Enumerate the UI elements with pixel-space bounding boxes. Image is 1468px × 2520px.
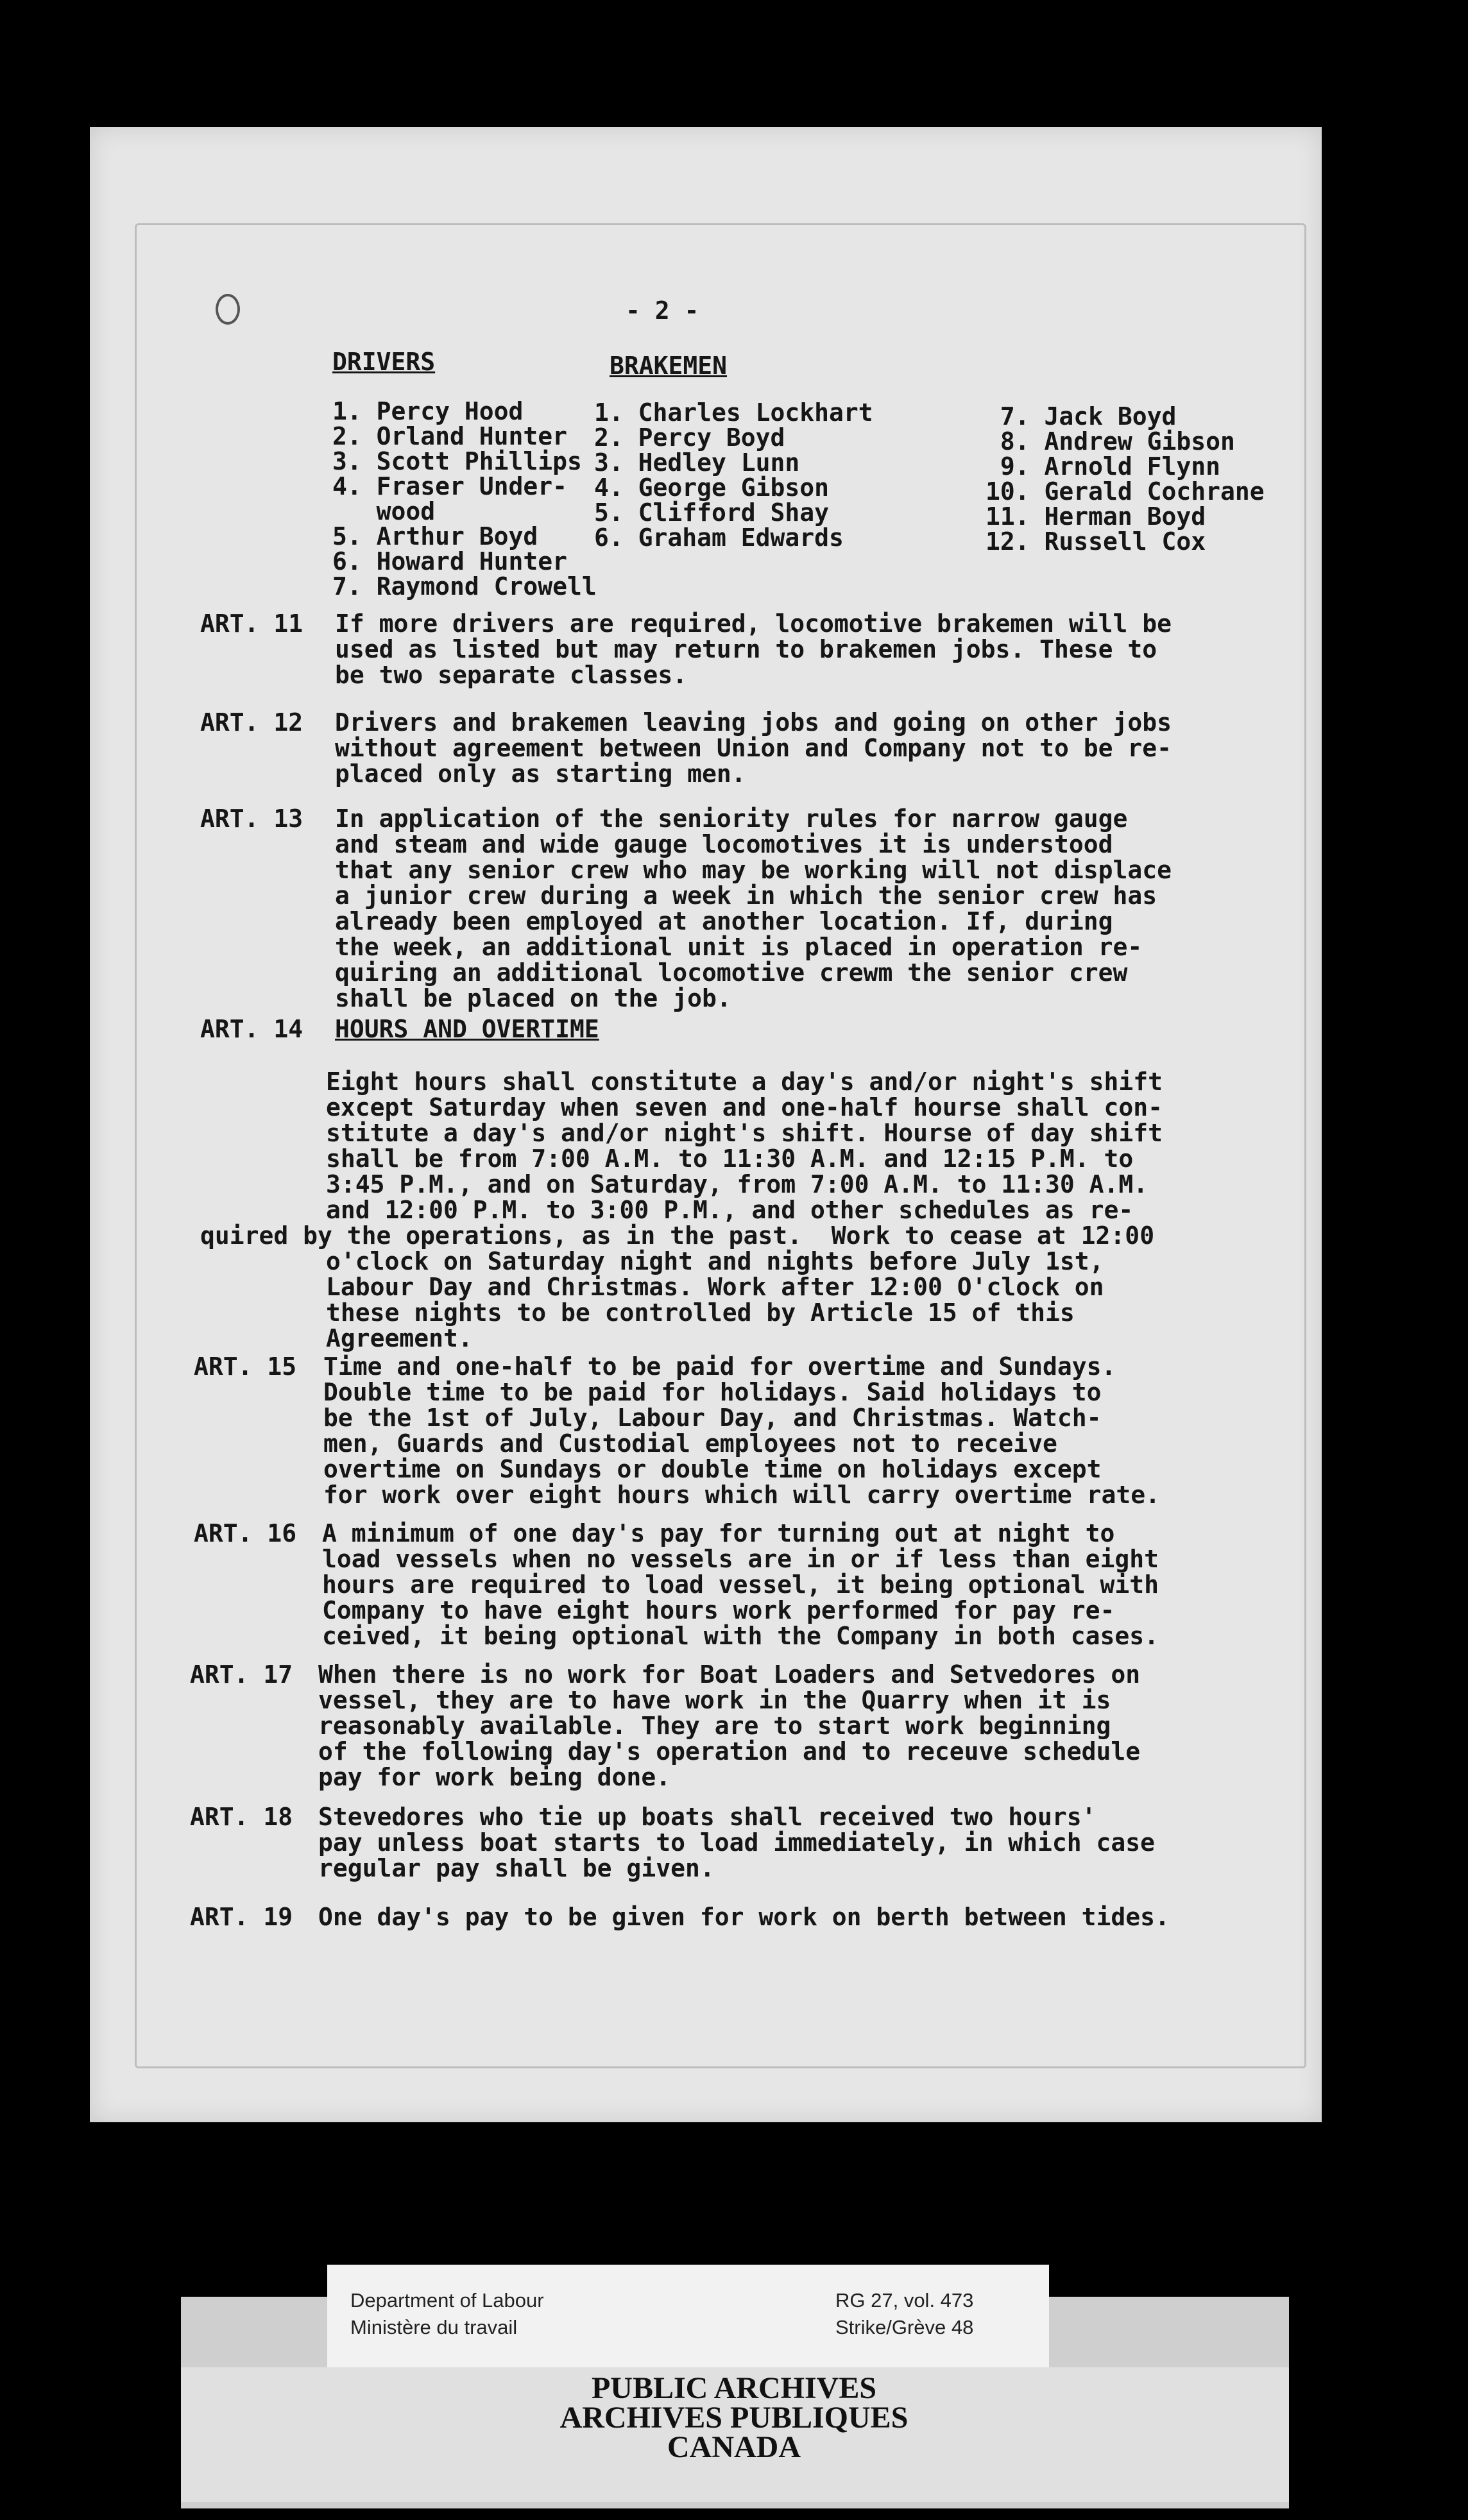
list-item: 3. Scott Phillips [332,447,582,475]
list-item: 4. Fraser Under- [332,472,568,500]
archive-reference-label [327,2265,1049,2367]
punch-hole-mark [216,294,240,325]
article-text: quired by the operations, as in the past. Work to cease at 12:00 [200,1222,1155,1250]
list-item: 8. Andrew Gibson [986,427,1235,455]
list-item: 9. Arnold Flynn [986,452,1221,481]
list-item: 1. Charles Lockhart [594,398,873,427]
article-text: Drivers and brakemen leaving jobs and going on other jobs without agreement between Union and Company not to be re- placed only as starting men. [335,708,1172,788]
list-item: 5. Clifford Shay [594,498,830,527]
list-item: 7. Raymond Crowell [332,572,597,600]
brakemen-list-right [986,404,1265,554]
list-item: 10. Gerald Cochrane [986,477,1265,506]
article-label: ART. 15 [194,1352,297,1381]
list-item: 11. Herman Boyd [986,502,1206,531]
article-text: If more drivers are required, locomotive brakemen will be used as listed but may return to brakemen jobs. These to be two separate classes. [335,609,1172,689]
article-label: ART. 18 [190,1803,293,1831]
drivers-list [332,399,597,599]
list-item: 2. Orland Hunter [332,422,568,450]
list-item: 6. Graham Edwards [594,524,844,552]
article-text: Stevedores who tie up boats shall received two hours' pay unless boat starts to load immediately, in which case regular pay shall be given. [318,1803,1156,1882]
list-item: 7. Jack Boyd [986,402,1177,430]
stamp-line: ARCHIVES PUBLIQUES [559,2401,909,2435]
article-label: ART. 14 [200,1015,303,1043]
list-item: 5. Arthur Boyd [332,522,538,550]
brakemen-heading: BRAKEMEN [610,352,728,380]
drivers-heading: DRIVERS [332,348,436,376]
article-title: HOURS AND OVERTIME [335,1015,599,1043]
article-label: ART. 12 [200,708,303,736]
department-fr: Ministère du travail [350,2316,518,2338]
article-label: ART. 16 [194,1519,297,1547]
archive-stamp [0,2371,1468,2464]
article-label: ART. 11 [200,609,303,638]
list-item: 1. Percy Hood [332,397,524,425]
stamp-line: PUBLIC ARCHIVES [591,2371,877,2405]
strike-number: Strike/Grève 48 [835,2316,974,2338]
list-item: 6. Howard Hunter [332,547,568,575]
article-label: ART. 19 [190,1903,293,1931]
article-text: Time and one-half to be paid for overtime and Sundays. Double time to be paid for holidays. Said holidays to be the 1st of July, Labour Day, and Christmas. Watch- men, Guards and Custodial employees not to receive overtime on Sundays or double time on holidays except for work over eight hours which will carry overtime rate. [323,1352,1161,1509]
list-item: wood [332,497,436,525]
department-en: Department of Labour [350,2289,544,2311]
list-item: 4. George Gibson [594,473,830,502]
article-text: Eight hours shall constitute a day's and/or night's shift except Saturday when seven and one-half hourse shall con- stitute a day's and/or night's shift. Hourse of day shift shall be from 7:00 A.M. to 11:30 A.M. and 12:15 P.M. to 3:45 P.M., and on Saturday, from 7:00 A.M. to 11:30 A.M. and 12:00 P.M. to 3:00 P.M., and other schedules as re- [326,1068,1163,1224]
page-number: - 2 - [626,296,699,325]
article-text: A minimum of one day's pay for turning out at night to load vessels when no vessels are in or if less than eight hours are required to load vessel, it being optional with Company to have eight hours work performed for pay re- ceived, it being optional with the Company in both cases. [322,1519,1159,1650]
article-text: When there is no work for Boat Loaders and Setvedores on vessel, they are to have work in the Quarry when it is reasonably available. They are to start work beginning of the following day's operation and to receuve schedule pay for work being done. [318,1660,1141,1791]
article-text: o'clock on Saturday night and nights before July 1st, Labour Day and Christmas. Work after 12:00 O'clock on these nights to be controlled by Article 15 of this Agreement. [326,1247,1104,1352]
list-item: 3. Hedley Lunn [594,448,800,477]
stamp-line: CANADA [667,2430,801,2464]
list-item: 2. Percy Boyd [594,423,785,452]
record-group: RG 27, vol. 473 [835,2289,974,2311]
article-text: In application of the seniority rules for narrow gauge and steam and wide gauge locomotives it is understood that any senior crew who may be working will not displace a junior crew during a week in which the senior crew has already been employed at another location. If, during the week, an additional unit is placed in operation re- quiring an additional locomotive crewm the senior crew shall be placed on the job. [335,805,1172,1012]
article-text: One day's pay to be given for work on berth between tides. [318,1903,1170,1931]
brakemen-list-left [594,400,873,550]
list-item: 12. Russell Cox [986,527,1206,556]
article-label: ART. 17 [190,1660,293,1689]
article-label: ART. 13 [200,805,303,833]
